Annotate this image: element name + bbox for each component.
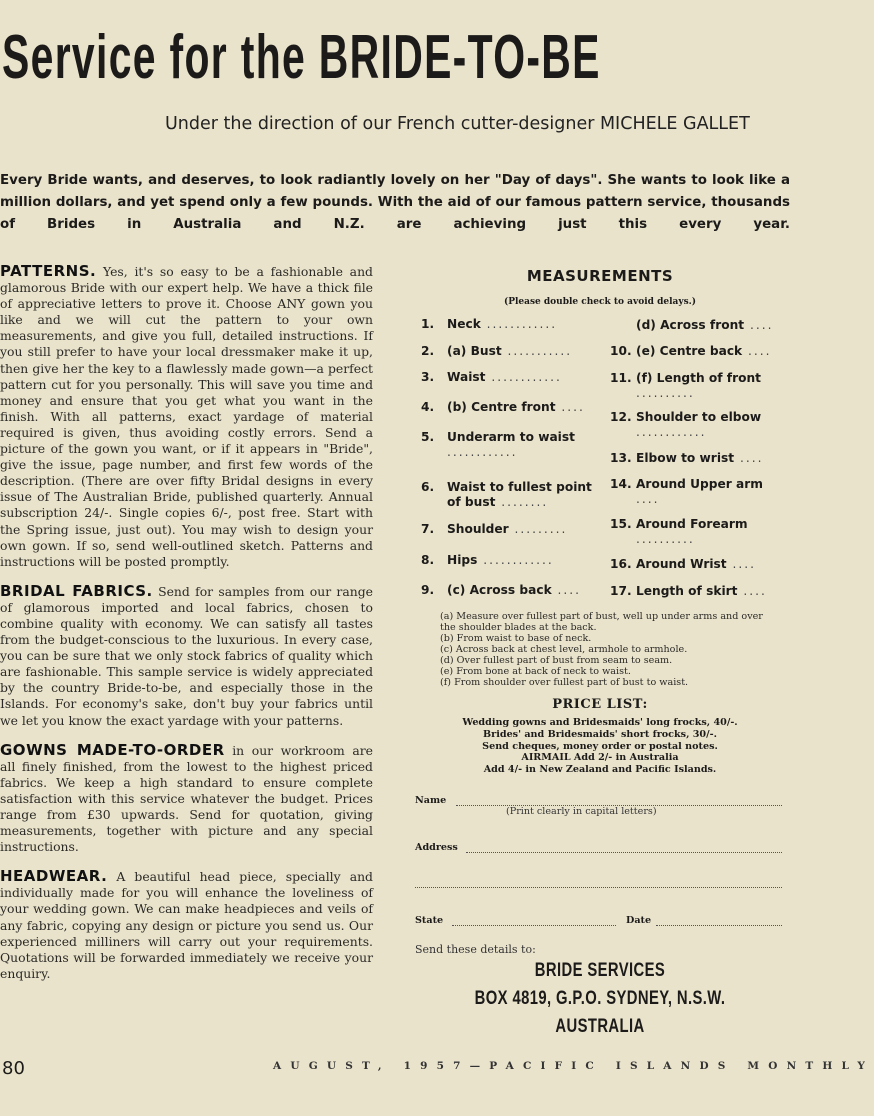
measurement-label-text: (c) Across back [447,583,552,597]
measurement-input-dots[interactable]: .... [636,492,660,506]
address-field-line-2[interactable] [415,887,782,888]
address-line-3: AUSTRALIA [555,1016,645,1037]
footnote: (a) Measure over fullest part of bust, well up under arms and over the shoulder blades at the back. [440,611,763,633]
page-number: 80 [2,1058,25,1079]
measurement-row [421,344,596,359]
measurement-label [447,370,596,385]
measurement-label [447,317,596,332]
measurement-footnotes [440,611,770,688]
right-column [410,263,790,313]
measurement-label-text: (a) Bust [447,344,502,358]
measurement-label-text: (b) Centre front [447,400,556,414]
measurement-row [421,480,596,510]
measurement-label-text: Underarm to waist [447,430,575,444]
patterns-section [0,263,373,570]
measurement-row [421,522,596,537]
measurement-label [447,553,596,568]
measurement-input-dots[interactable]: ............ [636,425,707,439]
measurement-label-text: Around Upper arm [636,477,763,491]
subtitle: Under the direction of our French cutter-designer MICHELE GALLET [165,114,750,134]
measurement-label-text: Elbow to wrist [636,451,735,465]
measurement-label [636,584,790,599]
footnote: (d) Over fullest part of bust from seam to seam. [440,655,673,666]
measurement-number: 3. [421,370,435,384]
address-field-line-1[interactable] [466,852,782,853]
headwear-section [0,868,373,982]
measurement-input-dots[interactable]: ........ [495,495,549,509]
name-label: Name [415,795,447,806]
intro-paragraph: Every Bride wants, and deserves, to look radiantly lovely on her "Day of days". She wants to look like a million dollars, and yet spend only a few pounds. With the aid of our famous pattern service, thousands of Brides in Australia and N.Z. are achieving just this every year. [0,173,790,232]
price-line: Send cheques, money order or postal notes. [482,740,718,752]
measurement-input-dots[interactable]: ........... [501,344,573,358]
page-title: Service for the BRIDE-TO-BE [2,23,601,92]
measurement-number: 13. [610,451,632,465]
measurement-input-dots[interactable]: .... [737,584,767,598]
measurement-label-text: (d) Across front [636,318,745,332]
measurement-row [610,557,790,572]
gowns-body: in our workroom are all finely finished, from the lowest to the highest priced fabrics. We keep a high standard to ensure complete satisfaction with this service whatever the budget. Prices range from £30 upwards. Send for quotation, giving measurements, together with picture and any special instructions. [0,742,373,855]
state-field[interactable] [452,925,616,926]
measurement-number: 10. [610,344,632,358]
measurement-label [636,318,790,333]
measurement-label-text: Length of skirt [636,584,738,598]
left-column [0,263,373,995]
footer-text: AUGUST, 1957—PACIFIC ISLANDS MONTHLY [273,1060,874,1072]
state-label: State [415,915,444,926]
address-label: Address [415,842,458,853]
measurement-row [610,451,790,466]
measurement-label [447,583,596,598]
measurement-number: 6. [421,480,435,494]
measurement-input-dots[interactable]: .... [744,318,774,332]
patterns-body: Yes, it's so easy to be a fashionable and glamorous Bride with our expert help. We have a thick file of appreciative letters to prove it. Choose ANY gown you like and we will cut the pattern to your own measurements, and give you full, detailed instructions. If you still prefer to have your local dressmaker make it up, then give her the key to a flawlessly made gown—a perfect pattern cut for you personally. This will save you time and money and ensure that you get what you want in the finish. With all patterns, exact yardage of material required is given, thus avoiding costly errors. Send a picture of the gown you want, or if it appears in "Bride", give the issue, page number, and first few words of the description. (There are over fifty Bridal designs in every issue of The Australian Bride, published quarterly. Annual subscription 24/-. Single copies 6/-, post free. Start with the Spring issue, just out). You may wish to design your own gown. If so, send well-outlined sketch. Patterns and instructions will be posted promptly. [0,264,373,569]
measurement-label-text: Shoulder [447,522,509,536]
measurement-input-dots[interactable]: .... [555,400,585,414]
patterns-heading: PATTERNS. [0,262,97,280]
measurement-number: 4. [421,400,435,414]
measurement-number: 16. [610,557,632,571]
price-line: Add 4/- in New Zealand and Pacific Islands. [483,764,717,776]
measurement-input-dots[interactable]: .......... [636,386,695,400]
footnote: (f) From shoulder over fullest part of bust to waist. [440,677,689,688]
measurement-row [610,477,790,507]
measurement-label [636,410,790,440]
measurement-input-dots[interactable]: .... [726,557,757,571]
headwear-body: A beautiful head piece, specially and individually made for you will enhance the loveliness of your wedding gown. We can make headpieces and veils of any fabric, copying any design or picture you send us. Our experienced milliners will carry out your requirements. Quotations will be forwarded immediately we receive your enquiry. [0,869,373,981]
measurement-label-text: Around Wrist [636,557,727,571]
address-line-2: BOX 4819, G.P.O. SYDNEY, N.S.W. [474,988,726,1009]
measurement-input-dots[interactable]: ......... [508,522,568,536]
measurement-row [610,371,790,401]
footnote: (b) From waist to base of neck. [440,633,592,644]
measurement-input-dots[interactable]: ............ [447,445,518,459]
measurements-note: (Please double check to avoid delays.) [503,297,697,307]
measurement-label-text: Waist to fullest point of bust [447,480,592,509]
measurement-row [421,317,596,332]
measurement-label [636,557,790,572]
measurement-number: 15. [610,517,632,531]
gowns-heading: GOWNS MADE-TO-ORDER [0,740,225,759]
measurement-number: 11. [610,371,632,385]
measurement-number: 12. [610,410,632,424]
measurement-input-dots[interactable]: .... [742,344,772,358]
measurement-row [610,318,790,333]
measurements-heading: MEASUREMENTS [526,267,674,285]
headwear-heading: HEADWEAR. [0,867,108,886]
measurement-label-text: Around Forearm [636,517,748,531]
measurement-row [421,583,596,598]
send-to-label: Send these details to: [415,943,536,956]
measurement-label [447,430,596,460]
measurement-row [610,344,790,359]
measurement-label [636,371,790,401]
measurement-input-dots[interactable]: ............ [485,370,562,384]
measurement-number: 8. [421,553,435,567]
measurement-number: 17. [610,584,632,598]
measurement-row [610,517,790,547]
measurement-row [421,400,596,415]
measurement-number: 14. [610,477,632,491]
measurement-row [421,430,596,460]
price-list [410,717,790,776]
price-line: Wedding gowns and Bridesmaids' long frocks, 40/-. [462,717,738,728]
bridal-fabrics-section [0,583,373,729]
measurement-input-dots[interactable]: ............ [477,553,554,567]
address-line-1: BRIDE SERVICES [534,960,666,981]
measurement-label [636,517,790,547]
measurement-label [447,344,596,359]
measurement-number: 9. [421,583,435,597]
date-field[interactable] [656,925,782,926]
name-note: (Print clearly in capital letters) [506,806,657,817]
price-line: Brides' and Bridesmaids' short frocks, 30/-. [483,728,717,740]
measurement-number: 7. [421,522,435,536]
measurement-label-text: Shoulder to elbow [636,410,762,424]
measurement-label [636,451,790,466]
bridal-fabrics-heading: BRIDAL FABRICS. [0,581,153,600]
measurement-number: 2. [421,344,435,358]
measurement-label [636,344,790,359]
measurement-input-dots[interactable]: .... [551,583,582,597]
bridal-fabrics-body: Send for samples from our range of glamorous imported and local fabrics, chosen to combine quality with economy. We can satisfy all tastes from the budget-conscious to the luxurious. In every case, you can be sure that we only stock fabrics of quality which are fashionable. This sample service is widely appreciated by the country Bride-to-be, and especially those in the Islands. For economy's sake, don't buy your fabrics until we let you know the exact yardage with your patterns. [0,583,373,728]
measurement-row [421,553,596,568]
date-label: Date [626,915,652,926]
measurement-row [610,584,790,599]
measurement-row [421,370,596,385]
measurement-label-text: Hips [447,553,478,567]
measurement-label-text: (e) Centre back [636,344,743,358]
measurement-label [447,400,596,415]
gowns-section [0,742,373,856]
measurement-label [447,480,596,510]
price-list-heading: PRICE LIST: [552,697,648,712]
measurement-number: 5. [421,430,435,444]
price-line: AIRMAIL Add 2/- in Australia [521,752,679,764]
footnote: (e) From bone at back of neck to waist. [440,666,631,677]
measurement-number: 1. [421,317,435,331]
measurement-label-text: Neck [447,317,481,331]
measurement-label-text: Waist [447,370,486,384]
measurement-input-dots[interactable]: ............ [480,317,558,331]
measurement-row [610,410,790,440]
measurement-input-dots[interactable]: .......... [636,532,695,546]
measurement-label [447,522,596,537]
measurement-label [636,477,790,507]
measurement-label-text: (f) Length of front [636,371,761,385]
measurement-input-dots[interactable]: .... [734,451,764,465]
footnote: (c) Across back at chest level, armhole to armhole. [440,644,688,655]
